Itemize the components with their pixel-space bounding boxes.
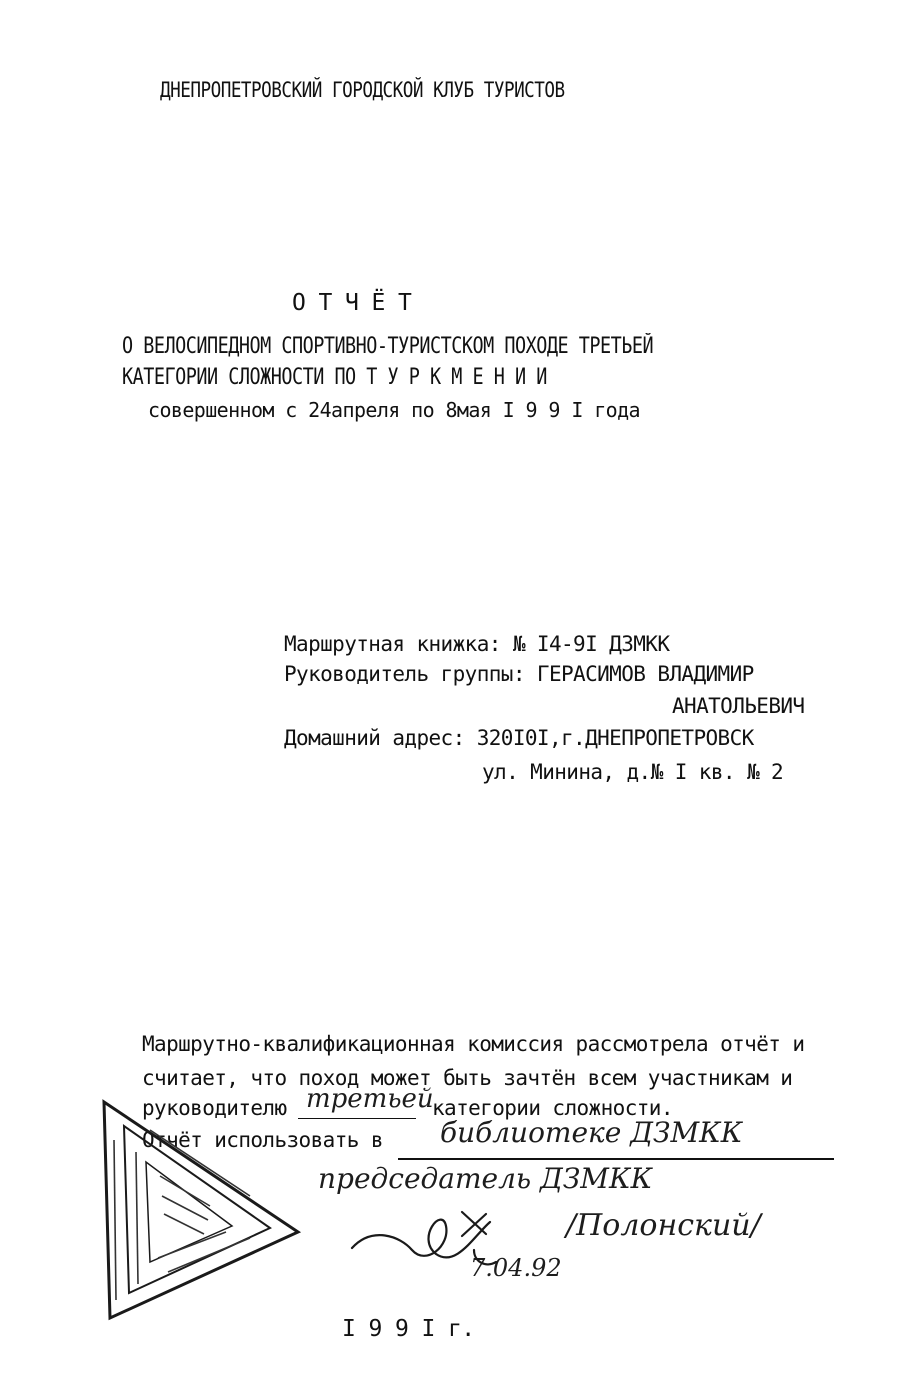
group-leader-line-1: Руководитель группы: ГЕРАСИМОВ ВЛАДИМИР xyxy=(284,662,754,686)
commission-text-line-4-prefix: Отчёт использовать в xyxy=(142,1128,383,1152)
report-title-line-2: КАТЕГОРИИ СЛОЖНОСТИ ПО Т У Р К М Е Н И И xyxy=(122,365,547,390)
library-underline xyxy=(398,1158,834,1160)
commission-text-line-1: Маршрутно-квалификационная комиссия рассмотрела отчёт и xyxy=(142,1032,805,1056)
handwritten-signature-name: /Полонский/ xyxy=(566,1208,761,1243)
route-book-number: Маршрутная книжка: № I4-9I ДЗМКК xyxy=(284,632,670,656)
commission-text-line-2: считает, что поход может быть зачтён всем участникам и xyxy=(142,1066,793,1090)
report-dates: совершенном с 24апреля по 8мая I 9 9 I года xyxy=(148,398,640,422)
category-underline xyxy=(298,1118,416,1119)
commission-text-line-3-suffix: категории сложности. xyxy=(432,1096,673,1120)
report-title-line-1: О ВЕЛОСИПЕДНОМ СПОРТИВНО-ТУРИСТСКОМ ПОХОДЕ ТРЕТЬЕЙ xyxy=(122,334,654,359)
report-heading: О Т Ч Ё Т xyxy=(292,290,412,316)
handwritten-category: третьей xyxy=(306,1084,434,1114)
group-leader-line-2: АНАТОЛЬЕВИЧ xyxy=(672,694,805,718)
organization-header: ДНЕПРОПЕТРОВСКИЙ ГОРОДСКОЙ КЛУБ ТУРИСТОВ xyxy=(160,78,565,102)
document-year: I 9 9 I г. xyxy=(342,1316,475,1342)
home-address-line-1: Домашний адрес: 320I0I,г.ДНЕПРОПЕТРОВСК xyxy=(284,726,754,750)
home-address-line-2: ул. Минина, д.№ I кв. № 2 xyxy=(482,760,784,784)
handwritten-signature-date: 7.04.92 xyxy=(470,1254,562,1282)
handwritten-library: библиотеке ДЗМКК xyxy=(440,1116,743,1149)
commission-text-line-3-prefix: руководителю xyxy=(142,1096,287,1120)
handwritten-chairman: председатель ДЗМКК xyxy=(318,1162,653,1195)
